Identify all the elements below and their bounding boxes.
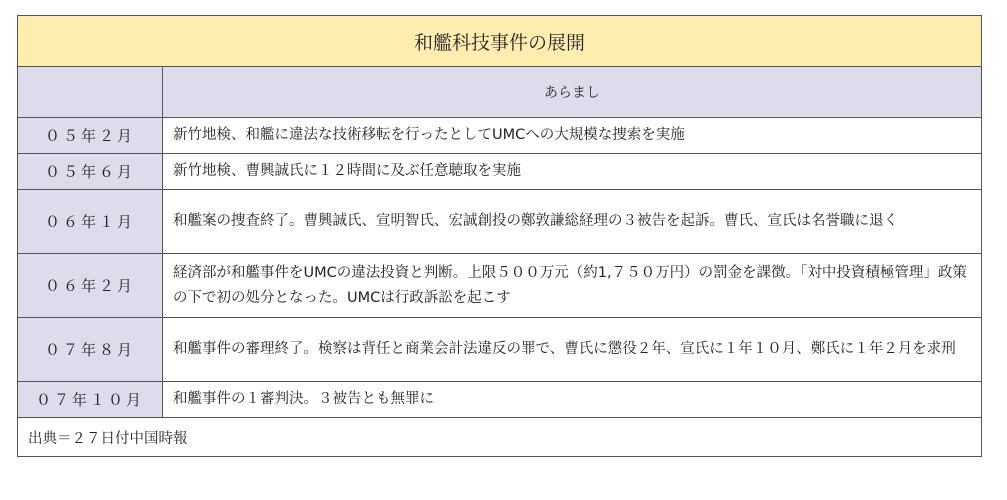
table-row [18,318,982,382]
table-row [18,118,982,154]
row-text: 経済部が和艦事件をUMCの違法投資と判断。上限５００万元（約1,７５０万円）の罰金を課徴。「対中投資積極管理」政策の下で初の処分となった。UMCは行政訴訟を起こす [163,254,982,318]
table-row [18,190,982,254]
header-summary: あらまし [163,67,982,118]
header-row [18,67,982,118]
row-text: 和艦事件の審理終了。検察は背任と商業会計法違反の罪で、曹氏に懲役２年、宣氏に１年１０月、鄭氏に１年２月を求刑 [163,318,982,382]
row-date: ０７年１０月 [18,382,163,418]
row-text: 新竹地検、曹興誠氏に１２時間に及ぶ任意聴取を実施 [163,154,982,190]
table-title: 和艦科技事件の展開 [18,16,982,67]
row-text: 和艦事件の１審判決。３被告とも無罪に [163,382,982,418]
table-row [18,154,982,190]
row-date: ０７年８月 [18,318,163,382]
row-date: ０５年２月 [18,118,163,154]
table-row [18,382,982,418]
source-note: 出典＝２７日付中国時報 [18,418,982,457]
row-date: ０５年６月 [18,154,163,190]
timeline-table [17,15,982,457]
row-text: 和艦案の捜査終了。曹興誠氏、宣明智氏、宏誠創投の鄭敦謙総経理の３被告を起訴。曹氏、宣氏は名誉職に退く [163,190,982,254]
row-date: ０６年１月 [18,190,163,254]
row-text: 新竹地検、和艦に違法な技術移転を行ったとしてUMCへの大規模な捜索を実施 [163,118,982,154]
row-date: ０６年２月 [18,254,163,318]
table-row [18,254,982,318]
header-date [18,67,163,118]
